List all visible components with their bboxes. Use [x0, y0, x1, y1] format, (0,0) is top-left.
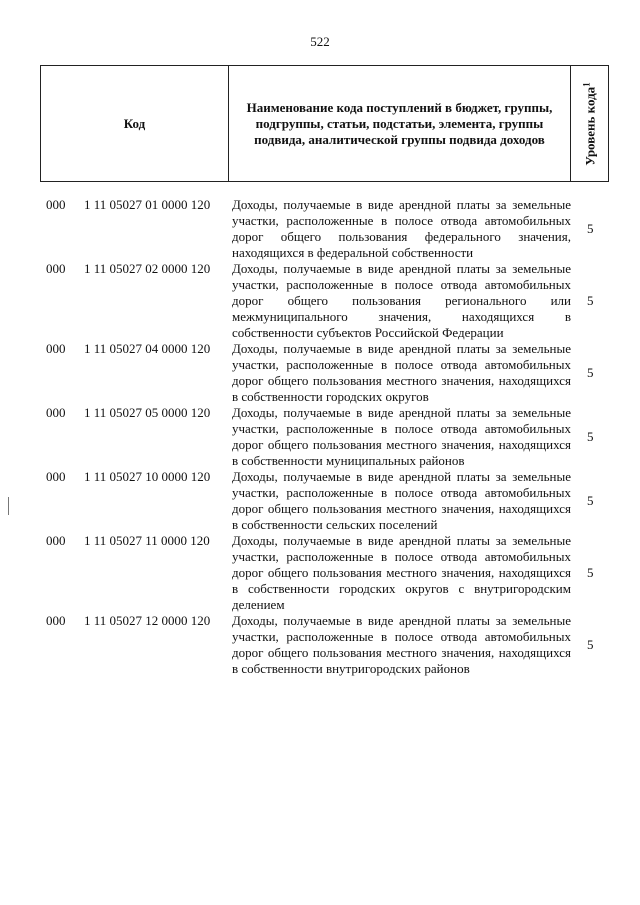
row-name: Доходы, получаемые в виде арендной платы за земельные участки, расположенные в полосе отвода автомобильных дорог общего пользования местного значения, находящихся в собственности городских округов с внутригородским делением — [232, 533, 571, 612]
table-row — [0, 341, 640, 405]
row-code: 1 11 05027 11 0000 120 — [84, 533, 210, 548]
row-name: Доходы, получаемые в виде арендной платы за земельные участки, расположенные в полосе отвода автомобильных дорог общего пользования регионального или межмуниципального значения, находящихся в собственности субъектов Российской Федерации — [232, 261, 571, 340]
table-body — [0, 197, 640, 677]
row-code: 1 11 05027 12 0000 120 — [84, 613, 211, 628]
row-prefix: 000 — [46, 405, 66, 420]
header-name: Наименование кода поступлений в бюджет, группы, подгруппы, статьи, подстатьи, элемента, группы подвида, аналитической группы подвида доходов — [229, 66, 571, 181]
row-prefix: 000 — [46, 469, 66, 484]
footnote-mark: 1 — [580, 81, 591, 87]
row-name: Доходы, получаемые в виде арендной платы за земельные участки, расположенные в полосе отвода автомобильных дорог общего пользования местного значения, находящихся в собственности городских округов — [232, 341, 571, 404]
header-code: Код — [41, 66, 229, 181]
header-level-label: Уровень кода$^1$ — [580, 81, 598, 166]
row-prefix: 000 — [46, 341, 66, 356]
header-level — [571, 66, 608, 181]
table-row — [0, 533, 640, 613]
table-row — [0, 197, 640, 261]
row-code: 1 11 05027 05 0000 120 — [84, 405, 211, 420]
row-prefix: 000 — [46, 533, 66, 548]
row-code: 1 11 05027 10 0000 120 — [84, 469, 211, 484]
row-level: 5 — [587, 493, 594, 508]
scan-margin-mark — [8, 497, 9, 515]
row-level: 5 — [587, 365, 594, 380]
row-level: 5 — [587, 221, 594, 236]
row-code: 1 11 05027 01 0000 120 — [84, 197, 211, 212]
row-level: 5 — [587, 293, 594, 308]
table-row — [0, 261, 640, 341]
row-name: Доходы, получаемые в виде арендной платы за земельные участки, расположенные в полосе отвода автомобильных дорог общего пользования федерального значения, находящихся в федеральной собственности — [232, 197, 571, 260]
row-level: 5 — [587, 429, 594, 444]
row-name: Доходы, получаемые в виде арендной платы за земельные участки, расположенные в полосе отвода автомобильных дорог общего пользования местного значения, находящихся в собственности сельских поселений — [232, 469, 571, 532]
row-prefix: 000 — [46, 613, 66, 628]
table-header — [40, 65, 609, 182]
row-name: Доходы, получаемые в виде арендной платы за земельные участки, расположенные в полосе отвода автомобильных дорог общего пользования местного значения, находящихся в собственности муниципальных районов — [232, 405, 571, 468]
row-level: 5 — [587, 565, 594, 580]
table-row — [0, 469, 640, 533]
table-row — [0, 405, 640, 469]
table-row — [0, 613, 640, 677]
row-prefix: 000 — [46, 197, 66, 212]
row-prefix: 000 — [46, 261, 66, 276]
row-code: 1 11 05027 04 0000 120 — [84, 341, 211, 356]
row-level: 5 — [587, 637, 594, 652]
row-name: Доходы, получаемые в виде арендной платы за земельные участки, расположенные в полосе отвода автомобильных дорог общего пользования местного значения, находящихся в собственности внутригородских районов — [232, 613, 571, 676]
page-number: 522 — [310, 34, 330, 49]
row-code: 1 11 05027 02 0000 120 — [84, 261, 211, 276]
